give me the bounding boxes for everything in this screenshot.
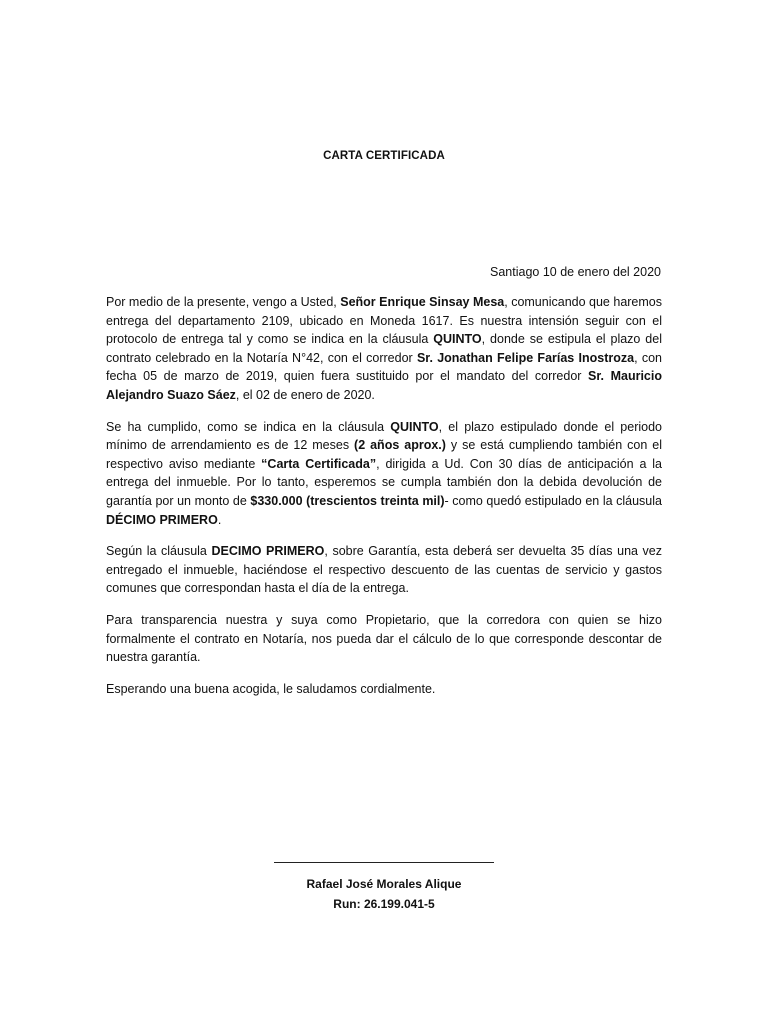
paragraph	[106, 418, 662, 530]
text-run: , con fecha 05 de marzo de 2019, quien fuera sustituido por el mandato del corredor	[106, 350, 662, 384]
paragraph	[106, 611, 662, 667]
bold-text-run: QUINTO	[433, 332, 482, 347]
text-run: Para transparencia nuestra y suya como Propietario, que la corredora con quien se hizo formalmente el contrato en Notaría, nos pueda dar el cálculo de lo que corresponde descontar de nuestra garantía.	[106, 612, 662, 665]
bold-text-run: DECIMO PRIMERO	[211, 544, 325, 559]
bold-text-run: “Carta Certificada”	[261, 456, 377, 471]
bold-text-run: Señor Enrique Sinsay Mesa	[340, 295, 505, 309]
bold-text-run: $330.000 (trescientos treinta mil)	[250, 493, 445, 508]
text-run: y se está cumpliendo también con el respectivo aviso mediante	[106, 438, 662, 471]
text-run: , el plazo estipulado donde el periodo mínimo de arrendamiento es de 12 meses	[106, 419, 662, 453]
text-run: - como quedó estipulado en la cláusula	[444, 493, 662, 508]
bold-text-run: QUINTO	[390, 419, 439, 434]
text-run: , el 02 de enero de 2020.	[235, 387, 375, 402]
bold-text-run: DÉCIMO PRIMERO	[106, 512, 218, 527]
text-run: Esperando una buena acogida, le saludamos cordialmente.	[106, 681, 436, 696]
text-run: Según la cláusula	[106, 544, 212, 559]
bold-text-run: (2 años aprox.)	[354, 438, 446, 453]
bold-text-run: Sr. Jonathan Felipe Farías Inostroza	[416, 350, 635, 365]
letter-body	[106, 293, 662, 711]
date-line: Santiago 10 de enero del 2020	[490, 265, 661, 279]
document-title: CARTA CERTIFICADA	[323, 150, 445, 162]
signature-name: Rafael José Morales Alique	[306, 877, 462, 891]
text-run: Por medio de la presente, vengo a Usted,	[106, 295, 341, 309]
text-run: , comunicando que haremos entrega del departamento 2109, ubicado en Moneda 1617. Es nuestra intensión seguir con el protocolo de entrega tal y como se indica en la cláusula	[106, 295, 662, 347]
text-run: , sobre Garantía, esta deberá ser devuelta 35 días una vez entregado el inmueble, haciéndose el respectivo descuento de las cuentas de servicio y gastos comunes que correspondan hasta el día de la entrega.	[106, 544, 663, 596]
signature-line	[274, 862, 494, 863]
text-run: Se ha cumplido, como se indica en la cláusula	[106, 419, 391, 434]
text-run: , dirigida a Ud. Con 30 días de anticipación a la entrega del inmueble. Por lo tanto, esperemos se cumpla también don la debida devolución de garantía por un monto de	[106, 456, 662, 508]
signature-run: Run: 26.199.041-5	[333, 897, 435, 911]
paragraph	[106, 293, 662, 405]
text-run: , donde se estipula el plazo del contrato celebrado en la Notaría N°42, con el corredor	[106, 332, 662, 365]
text-run: .	[217, 512, 222, 527]
paragraph	[106, 680, 662, 699]
paragraph	[106, 542, 662, 598]
bold-text-run: Sr. Mauricio Alejandro Suazo Sáez	[106, 369, 662, 402]
